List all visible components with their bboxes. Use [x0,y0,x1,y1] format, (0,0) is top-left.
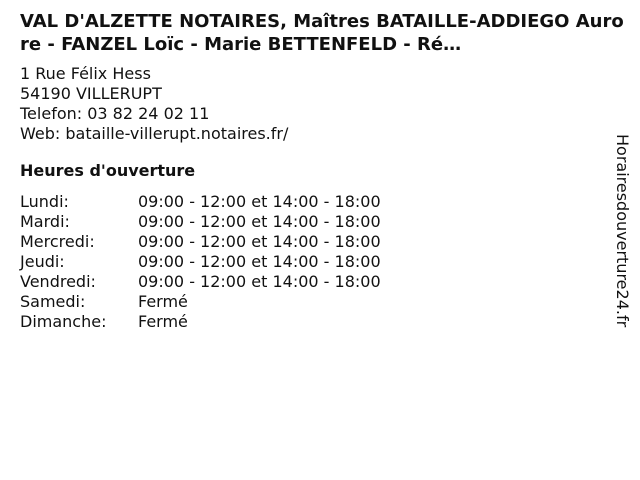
day-label: Jeudi: [20,252,65,271]
day-label: Mercredi: [20,232,95,251]
hours-row-thursday [20,252,620,272]
phone-number[interactable]: Telefon: 03 82 24 02 11 [20,104,210,123]
hours-row-tuesday [20,212,620,232]
hours-row-friday [20,272,620,292]
day-label: Vendredi: [20,272,96,291]
site-brand-watermark: Horairesdouverture24.fr [613,134,632,328]
hours-value: Fermé [138,312,188,331]
business-name: VAL D'ALZETTE NOTAIRES, Maîtres BATAILLE-ADDIEGO Aurore - FANZEL Loïc - Marie BETTENFELD - Ré… [20,11,624,55]
hours-row-wednesday [20,232,620,252]
hours-value: Fermé [138,292,188,311]
day-label: Samedi: [20,292,86,311]
hours-value: 09:00 - 12:00 et 14:00 - 18:00 [138,252,381,271]
hours-value: 09:00 - 12:00 et 14:00 - 18:00 [138,212,381,231]
city-postcode: 54190 VILLERUPT [20,84,162,103]
website-link[interactable]: Web: bataille-villerupt.notaires.fr/ [20,124,289,143]
opening-hours-heading: Heures d'ouverture [20,161,196,180]
day-label: Lundi: [20,192,69,211]
opening-hours-table [20,192,620,332]
hours-value: 09:00 - 12:00 et 14:00 - 18:00 [138,232,381,251]
street-address: 1 Rue Félix Hess [20,64,151,83]
hours-row-monday [20,192,620,212]
day-label: Mardi: [20,212,70,231]
hours-row-saturday [20,292,620,312]
hours-value: 09:00 - 12:00 et 14:00 - 18:00 [138,272,381,291]
hours-row-sunday [20,312,620,332]
hours-value: 09:00 - 12:00 et 14:00 - 18:00 [138,192,381,211]
address-block [20,64,620,144]
day-label: Dimanche: [20,312,107,331]
